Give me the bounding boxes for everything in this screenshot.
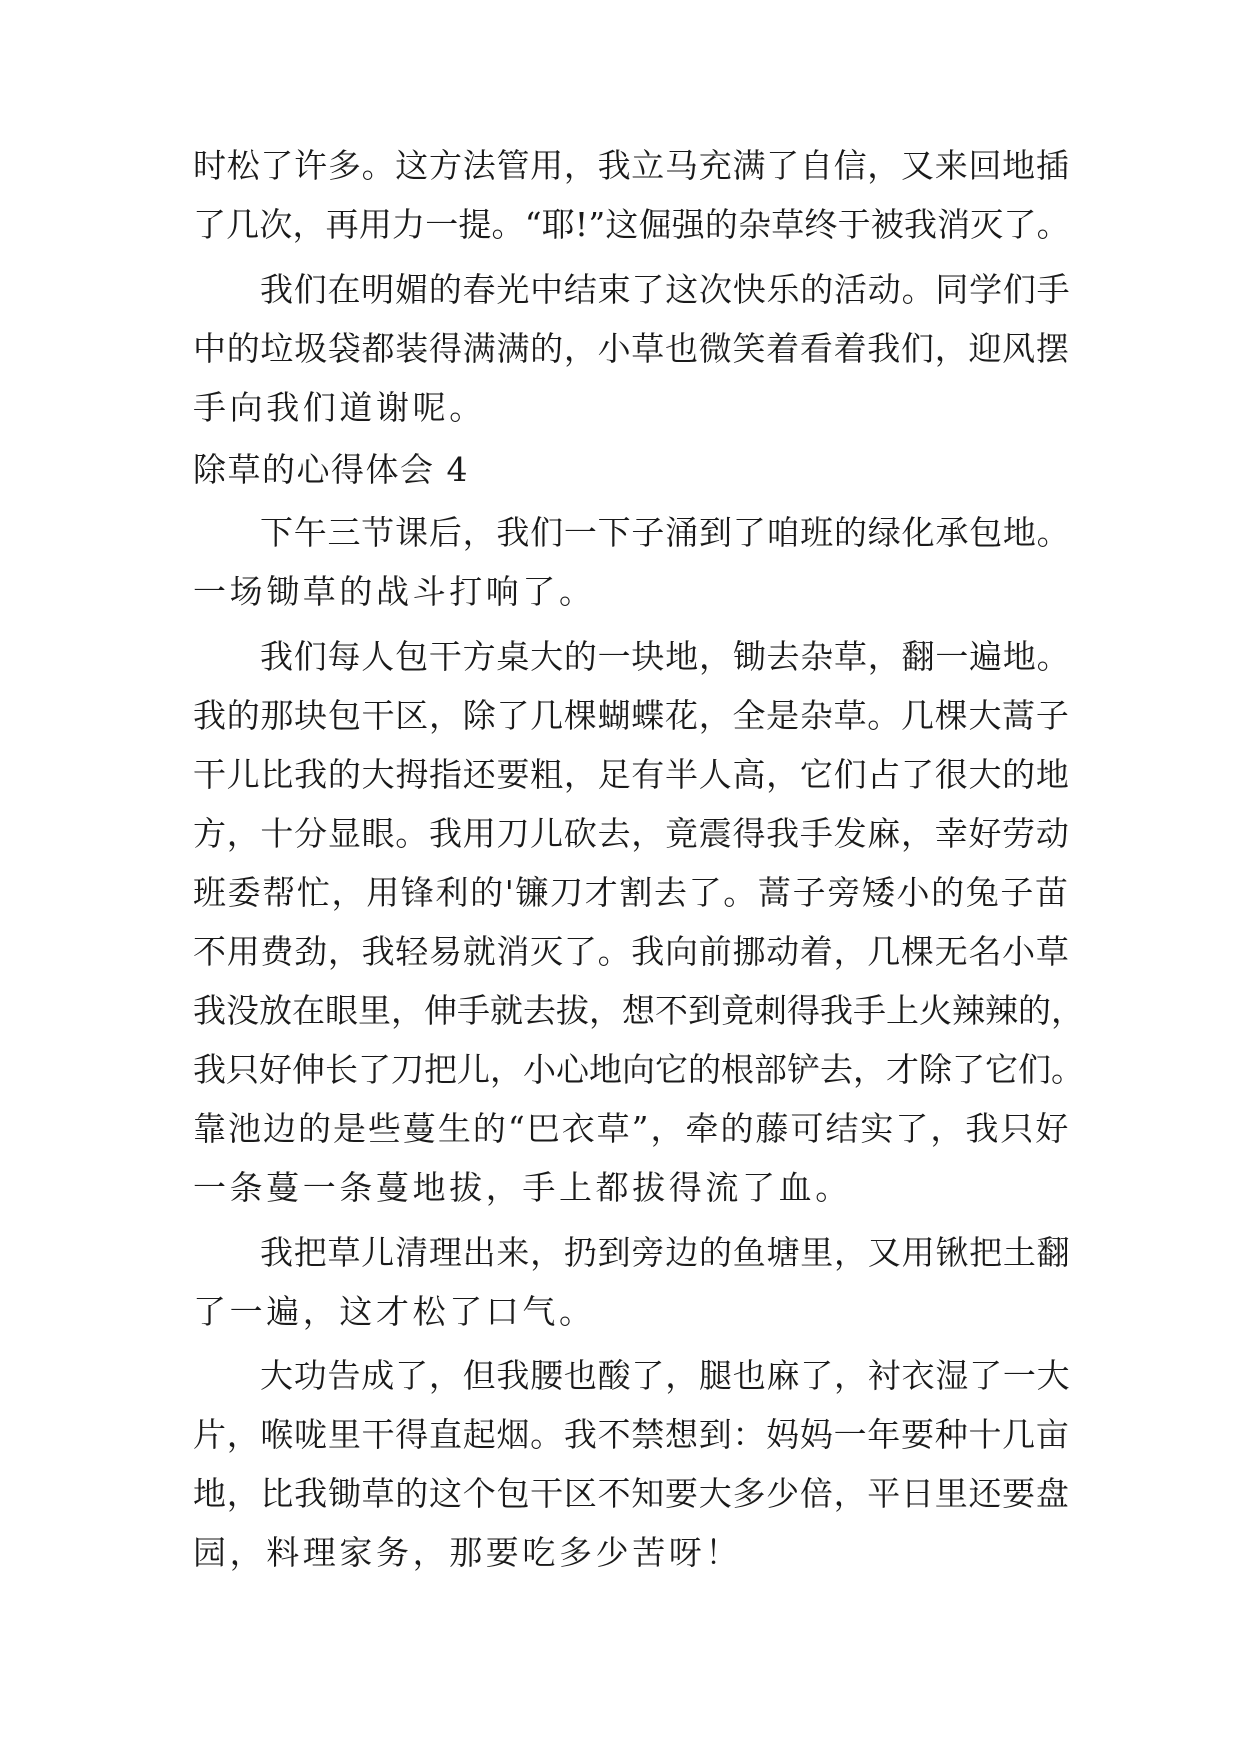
text-line: 地，比我锄草的这个包干区不知要大多少倍，平日里还要盘 [193, 1474, 1070, 1513]
text-line: 手向我们道谢呢。 [193, 388, 486, 427]
paragraph-first-line: 下午三节课后，我们一下子涌到了咱班的绿化承包地。 [260, 513, 1071, 552]
text-line: 我只好伸长了刀把儿，小心地向它的根部铲去，才除了它们。 [193, 1050, 1084, 1089]
text-line: 靠池边的是些蔓生的“巴衣草”，牵的藤可结实了，我只好 [193, 1109, 1071, 1148]
text-line: 干儿比我的大拇指还要粗，足有半人高，它们占了很大的地 [193, 755, 1070, 794]
text-line: 我没放在眼里，伸手就去拔，想不到竟刺得我手上火辣辣的， [193, 991, 1084, 1030]
paragraph-first-line: 我把草儿清理出来，扔到旁边的鱼塘里，又用锹把土翻 [260, 1233, 1071, 1272]
text-line: 中的垃圾袋都装得满满的，小草也微笑着看着我们，迎风摆 [193, 329, 1070, 368]
text-line: 片，喉咙里干得直起烟。我不禁想到：妈妈一年要种十几亩 [193, 1415, 1070, 1454]
text-line: 方，十分显眼。我用刀儿砍去，竟震得我手发麻，幸好劳动 [193, 814, 1070, 853]
text-line: 我的那块包干区，除了几棵蝴蝶花，全是杂草。几棵大蒿子 [193, 696, 1070, 735]
paragraph-first-line: 我们每人包干方桌大的一块地，锄去杂草，翻一遍地。 [260, 637, 1071, 676]
text-line: 班委帮忙，用锋利的'镰刀才割去了。蒿子旁矮小的兔子苗 [193, 873, 1070, 912]
text-line: 一场锄草的战斗打响了。 [193, 572, 596, 611]
text-line: 一条蔓一条蔓地拔，手上都拔得流了血。 [193, 1168, 852, 1207]
text-line: 园，料理家务，那要吃多少苦呀！ [193, 1533, 742, 1572]
text-line: 时松了许多。这方法管用，我立马充满了自信，又来回地插 [193, 146, 1070, 185]
text-line: 了几次，再用力一提。“耶!”这倔强的杂草终于被我消灭了。 [193, 205, 1070, 244]
text-line: 了一遍，这才松了口气。 [193, 1292, 596, 1331]
paragraph-first-line: 大功告成了，但我腰也酸了，腿也麻了，衬衣湿了一大 [260, 1356, 1071, 1395]
section-heading: 除草的心得体会 4 [193, 450, 469, 489]
paragraph-first-line: 我们在明媚的春光中结束了这次快乐的活动。同学们手 [260, 270, 1071, 309]
text-line: 不用费劲，我轻易就消灭了。我向前挪动着，几棵无名小草 [193, 932, 1070, 971]
